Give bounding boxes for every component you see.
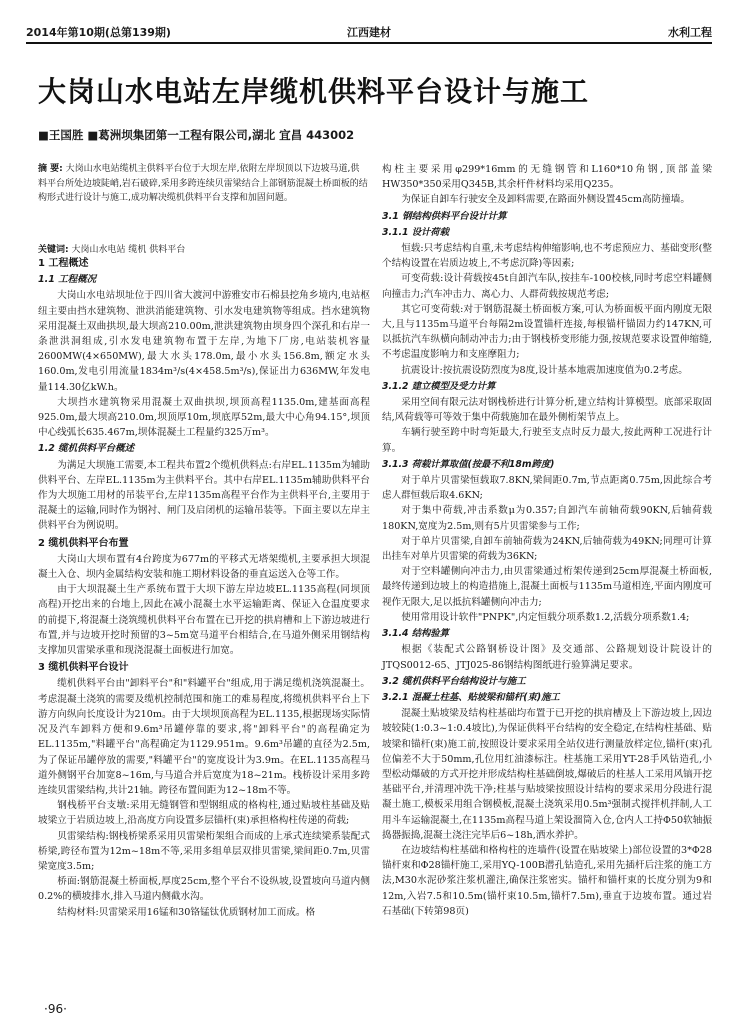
paragraph: 对于集中荷载,冲击系数μ为0.357;自卸汽车前轴荷载90KN,后轴荷载180KN,宽度为2.5m,则有5片贝雷梁参与工作; <box>382 505 712 532</box>
header-section: 水利工程 <box>668 26 712 39</box>
paragraph: 大岗山水电站坝址位于四川省大渡河中游雅安市石棉县挖角乡境内,电站枢纽主要由挡水建筑物、泄洪消能建筑物、引水发电建筑物等组成。挡水建筑物采用混凝土双曲拱坝,最大坝高210.00m,泄洪建筑物由坝身四个深孔和右岸一条泄洪洞组成,引水发电建筑物布置于左岸,为地下厂房,电站装机容量2600MW(4×650MW),最大水头178.0m,最小水头156.8m,额定水头160.0m,发电引用流量1834m³/s(4×458.5m³/s),保证出力636MW,年发电量114.30亿kW.h。 <box>38 290 370 393</box>
paragraph: 对于空料罐侧向冲击力,由贝雷梁通过桁架传递到25cm厚混凝土桥面板,最终传递到边坡上的构造措施上,混凝土面板与1135m马道相连,平面内刚度可视作无限大,足以抵抗料罐侧向冲击力; <box>382 566 712 608</box>
paragraph: 结构材料:贝雷梁采用16锰和30铬锰钛优质钢材加工而成。格 <box>57 906 316 918</box>
article-authors: ■王国胜 ■葛洲坝集团第一工程有限公司,湖北 宜昌 443002 <box>38 128 355 142</box>
keywords-label: 关键词: <box>38 245 69 255</box>
abstract <box>38 162 368 206</box>
paragraph: 使用常用设计软件"PNPK",内定恒载分项系数1.2,活载分项系数1.4; <box>401 611 690 623</box>
paragraph: 为保证自卸车行驶安全及卸料需要,在路面外侧设置45cm高防撞墙。 <box>401 194 690 206</box>
paragraph: 车辆行驶至跨中时弯矩最大,行驶至支点时反力最大,按此两种工况进行计算。 <box>382 427 712 454</box>
paragraph: 其它可变荷载:对于钢筋混凝土桥面板方案,可认为桥面板平面内刚度无限大,且与1135m马道平台每隔2m设置锚杆连接,每根锚杆锚固力约147KN,可以抵抗汽车纵横向制动冲击力;由于钢栈桥变形能力强,按规范要求设置伸缩缝,不考虑温度影响力和支座摩阻力; <box>382 303 712 361</box>
section-heading: 2 缆机供料平台布置 <box>38 537 129 549</box>
paragraph: 为满足大坝施工需要,本工程共布置2个缆机供料点:右岸EL.1135m为辅助供料平台、左岸EL.1135m为主供料平台。其中右岸EL.1135m辅助供料平台作为大坝施工用材的吊装平台,左岸1135m高程平台作为主供料平台,主要用于混凝土的运输,同时作为钢衬、闸门及启闭机的运输吊装等。下面主要以左岸主供料平台为例说明。 <box>38 459 370 532</box>
subsection-heading: 1.1 工程概况 <box>38 274 97 286</box>
right-column <box>382 162 712 919</box>
article-title: 大岗山水电站左岸缆机供料平台设计与施工 <box>38 75 590 108</box>
paragraph: 在边坡结构柱基础和格构柱的连墙件(设置在贴坡梁上)部位设置的3*Φ28锚杆束和Φ28锚杆施工,采用YQ-100B潜孔钻造孔,采用先插杆后注浆的施工方法,M30水泥砂浆注浆机灌注,确保注浆密实。锚杆和锚杆束的长度分别为9和12m,入岩7.5和10.5m(锚杆束10.5m,锚杆7.5m),垂直于边坡布置。通过岩石基础(下转第98页) <box>382 844 712 917</box>
paragraph: 由于大坝混凝土生产系统布置于大坝下游左岸边坡EL.1135高程(同坝顶高程)开挖出来的台地上,因此在减小混凝土水平运输距离、保证入仓温度要求的前提下,将混凝土浇筑缆机供料平台布置在已开挖的拱肩槽和上下游边坡进行布置,并与边坡开挖时预留的3~5m宽马道平台相结合,在马道外侧采用钢结构支撑加贝雷梁承重和现浇混凝土面板进行加宽。 <box>38 584 370 657</box>
paragraph: 可变荷载:设计荷载按45t自卸汽车队,按挂车-100校核,同时考虑空料罐侧向撞击力;汽车冲击力、离心力、人群荷载按规范考虑; <box>382 273 712 300</box>
subsection-heading: 3.1 钢结构供料平台设计计算 <box>382 210 507 222</box>
running-header <box>26 24 712 40</box>
header-issue: 2014年第10期(总第139期) <box>26 26 171 39</box>
paragraph: 贝雷梁结构:钢栈桥梁系采用贝雷梁桁架组合而成的上承式连续梁系装配式桥梁,跨径布置为12m~18m不等,采用多组单层双排贝雷梁,梁间距0.7m,贝雷梁宽度3.5m; <box>38 830 370 872</box>
header-rule <box>26 42 712 44</box>
paragraph: 混凝土贴坡梁及结构柱基础均布置于已开挖的拱肩槽及上下游边坡上,因边坡较陡(1:0.3~1:0.4坡比),为保证供料平台结构的安全稳定,在结构柱基础、贴坡梁和锚杆(束)施工前,按照设计要求采用全站仪进行测量放样定位,锚杆(束)孔位偏差不大于50mm,孔位用红油漆标注。柱基施工采用YT-28手风钻造孔,小型松动爆破的方式开挖并形成结构柱基础倒坡,爆破后的柱基人工采用风镐开挖基础平台,并清理冲洗干净;柱基与贴坡梁按照设计结构的要求采用分段进行混凝土施工,模板采用组合钢模板,混凝土浇筑采用0.5m³强制式搅拌机拌制,人工用斗车运输混凝土,在1135m高程马道上架设溜筒入仓,仓内人工持Φ50软轴振捣器振捣,混凝土浇注完毕后6~18h,洒水养护。 <box>382 708 712 841</box>
left-column <box>38 254 370 920</box>
subsubsection-heading: 3.2.1 混凝土柱基、贴坡梁和锚杆(束)施工 <box>382 691 560 703</box>
paragraph: 对于单片贝雷梁,自卸车前轴荷载为24KN,后轴荷载为49KN;同理可计算出挂车对单片贝雷梁的荷载为36KN; <box>382 535 712 563</box>
subsection-heading: 1.2 缆机供料平台概述 <box>38 443 135 455</box>
paragraph: 构柱主要采用φ299*16mm的无缝钢管和L160*10角钢,顶部盖梁HW350*350采用Q345B,其余杆件材料均采用Q235。 <box>382 164 712 191</box>
paragraph: 缆机供料平台由"卸料平台"和"料罐平台"组成,用于满足缆机浇筑混凝土。考虑混凝土浇筑的需要及缆机控制范围和施工的难易程度,将缆机供料平台上下游方向纵向长度设计为210m。由于大坝坝顶高程为EL.1135,根据现场实际情况及汽车卸料方便和9.6m³吊罐停靠的要求,将"卸料平台"的高程确定为EL.1135m,"料罐平台"高程确定为1129.951m。9.6m³吊罐的直径为2.5m,为了保证吊罐停放的需要,"料罐平台"的宽度设计为3.9m。在EL.1135高程马道外侧钢平台加宽8~16m,与马道合并后宽度为18~21m。栈桥设计采用多跨连续贝雷梁结构,共计21轴。跨径布置间距为12~18m不等。 <box>38 678 370 796</box>
paragraph: 桥面:钢筋混凝土桥面板,厚度25cm,整个平台不设纵坡,设置坡向马道内侧0.2%的横坡排水,排入马道内侧截水沟。 <box>38 876 370 903</box>
subsection-heading: 3.2 缆机供料平台结构设计与施工 <box>382 675 526 687</box>
subsubsection-heading: 3.1.2 建立模型及受力计算 <box>382 380 496 392</box>
abstract-text: 大岗山水电站缆机主供料平台位于大坝左岸,依附左岸坝顶以下边坡马道,供料平台所处边坡陡峭,岩石破碎,采用多跨连续贝雷梁结合上部钢筋混凝土桥面板的结构形式进行设计与施工,成功解决缆机供料平台支撑和加固问题。 <box>38 164 368 203</box>
paragraph: 抗震设计:按抗震设防烈度为8度,设计基本地震加速度值为0.2考虑。 <box>401 364 688 376</box>
paragraph: 根据《装配式公路钢桥设计图》及交通部、公路规划设计院设计的JTQS0012-65、JTJ025-86钢结构图纸进行验算满足要求。 <box>382 644 712 671</box>
paragraph: 采用空间有限元法对钢栈桥进行计算分析,建立结构计算模型。底部采取固结,风荷载等可等效于集中荷载施加在最外侧桁架节点上。 <box>382 397 712 424</box>
subsubsection-heading: 3.1.1 设计荷载 <box>382 226 449 238</box>
keywords-text: 大岗山水电站 缆机 供料平台 <box>71 245 186 255</box>
paragraph: 恒载:只考虑结构自重,未考虑结构伸缩影响,也不考虑预应力、基础变形(整个结构设置在岩质边坡上,不考虑沉降)等因素; <box>382 243 712 270</box>
section-heading: 3 缆机供料平台设计 <box>38 662 129 674</box>
subsubsection-heading: 3.1.4 结构验算 <box>382 628 449 640</box>
paragraph: 大岗山大坝布置有4台跨度为677m的平移式无塔架缆机,主要承担大坝混凝土入仓、坝内金属结构安装和施工期材料设备的垂直运送入仓等工作。 <box>38 553 370 581</box>
section-heading: 1 工程概述 <box>38 258 89 269</box>
paragraph: 大坝挡水建筑物采用混凝土双曲拱坝,坝顶高程1135.0m,建基面高程925.0m,最大坝高210.0m,坝顶厚10m,坝底厚52m,最大中心角94.15°,坝顶中心线弧长635.467m,坝体混凝土工程量约325万m³。 <box>38 396 370 439</box>
header-journal: 江西建材 <box>347 26 391 39</box>
page-number: ·96· <box>44 1002 67 1016</box>
paragraph: 对于单片贝雷梁恒载取7.8KN,梁间距0.7m,节点距离0.75m,因此综合考虑人群恒载后取4.6KN; <box>382 475 712 502</box>
subsubsection-heading: 3.1.3 荷载计算取值(按最不利18m跨度) <box>382 458 555 470</box>
abstract-label: 摘 要: <box>38 164 63 174</box>
paragraph: 钢栈桥平台支墩:采用无缝钢管和型钢组成的格构柱,通过贴坡柱基础及贴坡梁立于岩质边坡上,沿高度方向设置多层锚杆(束)承担格构柱传递的荷载; <box>38 800 370 827</box>
